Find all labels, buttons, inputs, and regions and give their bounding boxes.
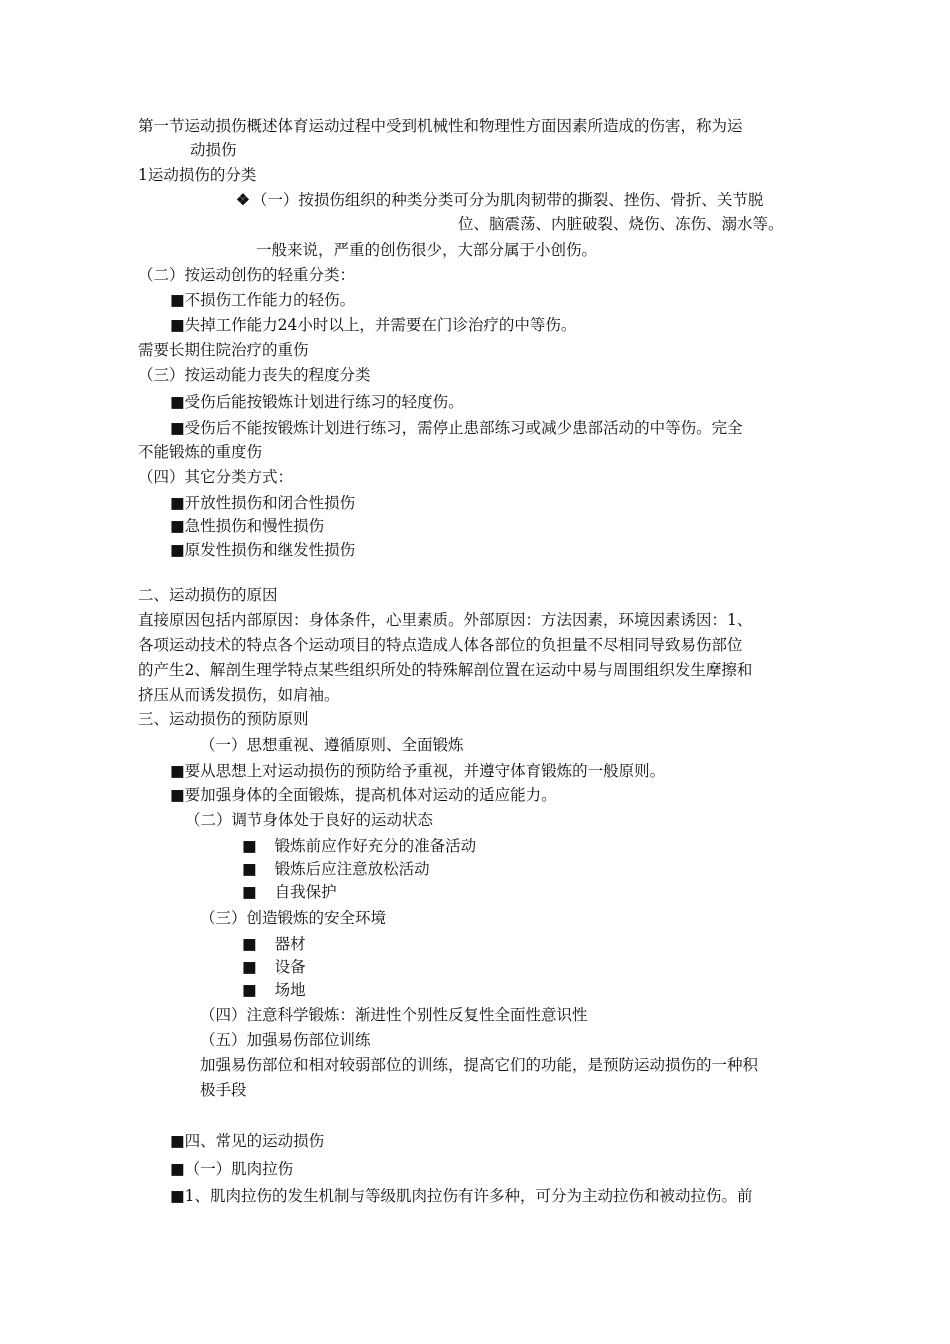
diamond-bullet-icon: ❖	[236, 190, 250, 209]
sub2-item-1: ■不损伤工作能力的轻伤。	[170, 291, 356, 309]
square-bullet-icon: ■	[242, 883, 257, 901]
section3-p5-line-2: 极手段	[200, 1081, 247, 1099]
section2-heading: 二、运动损伤的原因	[138, 586, 278, 604]
section3-p1: （一）思想重视、遵循原则、全面锻炼	[200, 736, 464, 754]
section2-line-3: 的产生2、解剖生理学特点某些组织所处的特殊解剖位置在运动中易与周围组织发生摩擦和	[138, 661, 753, 679]
section4-heading: ■四、常见的运动损伤	[170, 1132, 325, 1150]
section3-p5: （五）加强易伤部位训练	[200, 1031, 371, 1049]
sub1-line-1	[236, 190, 763, 210]
section3-p3-item-3: ■ 场地	[242, 981, 306, 999]
sub1-note: 一般来说，严重的创伤很少，大部分属于小创伤。	[256, 241, 598, 259]
sub2-heading: （二）按运动创伤的轻重分类：	[138, 266, 356, 284]
section3-p3: （三）创造锻炼的安全环境	[200, 909, 387, 927]
section3-p3-item-1: ■ 器材	[242, 935, 306, 953]
sub1-text: （一）按损伤组织的种类分类可分为肌肉韧带的撕裂、挫伤、骨折、关节脱	[251, 191, 764, 209]
sub3-heading: （三）按运动能力丧失的程度分类	[138, 366, 371, 384]
square-bullet-icon: ■	[242, 837, 257, 855]
sub2-item-2: ■失掉工作能力24小时以上，并需要在门诊治疗的中等伤。	[170, 316, 577, 334]
section3-p2-item-2: ■ 锻炼后应注意放松活动	[242, 860, 430, 878]
sub4-heading: （四）其它分类方式：	[138, 468, 294, 486]
section3-p1-item-1: ■要从思想上对运动损伤的预防给予重视，并遵守体育锻炼的一般原则。	[170, 762, 666, 780]
sub2-tail: 需要长期住院治疗的重伤	[138, 341, 309, 359]
section2-line-2: 各项运动技术的特点各个运动项目的特点造成人体各部位的负担量不尽相同导致易伤部位	[138, 636, 743, 654]
section1-heading: 1运动损伤的分类	[138, 166, 257, 184]
square-bullet-icon: ■	[242, 935, 257, 953]
sub1-line-2: 位、脑震荡、内脏破裂、烧伤、冻伤、溺水等。	[458, 215, 784, 233]
square-bullet-icon: ■	[242, 958, 257, 976]
section4-item-1: ■1、肌肉拉伤的发生机制与等级肌肉拉伤有许多种，可分为主动拉伤和被动拉伤。前	[170, 1187, 753, 1205]
section3-p4: （四）注意科学锻炼：渐进性个别性反复性全面性意识性	[200, 1006, 588, 1024]
sub3-item-2-line-1: ■受伤后不能按锻炼计划进行练习，需停止患部练习或减少患部活动的中等伤。完全	[170, 419, 743, 437]
sub4-item-3: ■原发性损伤和继发性损伤	[170, 541, 356, 559]
sub4-item-2: ■急性损伤和慢性损伤	[170, 517, 325, 535]
section3-p5-line-1: 加强易伤部位和相对较弱部位的训练，提高它们的功能，是预防运动损伤的一种积	[200, 1056, 759, 1074]
section2-line-4: 挤压从而诱发损伤，如肩袖。	[138, 686, 340, 704]
section4-sub1: ■（一）肌肉拉伤	[170, 1160, 294, 1178]
sub3-item-1: ■受伤后能按锻炼计划进行练习的轻度伤。	[170, 393, 464, 411]
intro-line-2: 动损伤	[190, 141, 237, 159]
sub4-item-1: ■开放性损伤和闭合性损伤	[170, 494, 356, 512]
section3-heading: 三、运动损伤的预防原则	[138, 710, 309, 728]
section3-p2-item-3: ■ 自我保护	[242, 883, 337, 901]
section3-p1-item-2: ■要加强身体的全面锻炼，提高机体对运动的适应能力。	[170, 786, 557, 804]
square-bullet-icon: ■	[242, 981, 257, 999]
section3-p2-item-1: ■ 锻炼前应作好充分的准备活动	[242, 837, 477, 855]
intro-line-1: 第一节运动损伤概述体育运动过程中受到机械性和物理性方面因素所造成的伤害，称为运	[138, 117, 743, 135]
section3-p3-item-2: ■ 设备	[242, 958, 306, 976]
section3-p2: （二）调节身体处于良好的运动状态	[185, 811, 434, 829]
square-bullet-icon: ■	[242, 860, 257, 878]
sub3-item-2-line-2: 不能锻炼的重度伤	[138, 443, 263, 461]
section2-line-1: 直接原因包括内部原因：身体条件，心里素质。外部原因：方法因素，环境因素诱因：1、	[138, 611, 753, 629]
